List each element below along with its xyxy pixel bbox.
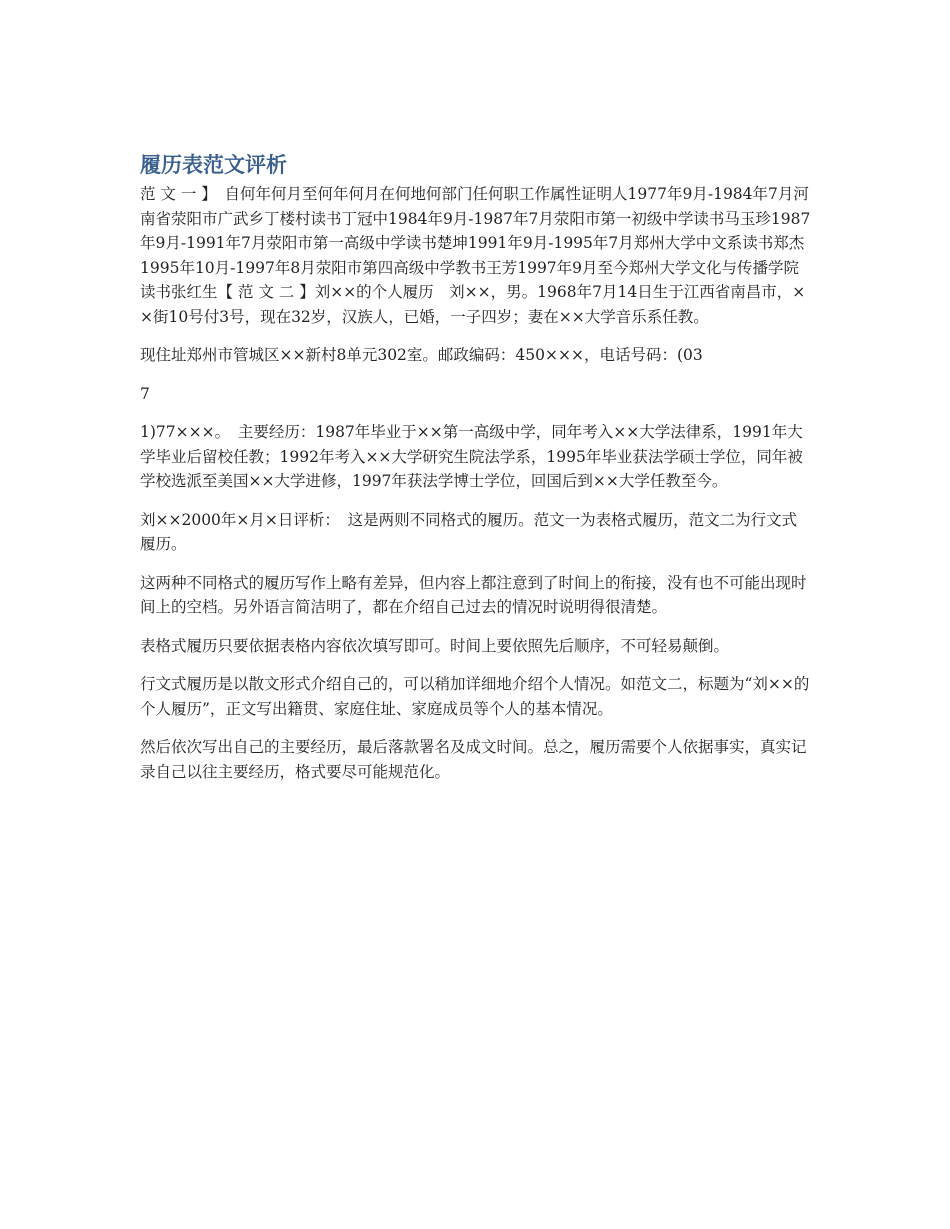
paragraph-review-intro: 刘××2000年×月×日评析： 这是两则不同格式的履历。范文一为表格式履历，范文二为行文式履历。 [140,510,798,553]
paragraph-prose-format: 行文式履历是以散文形式介绍自己的，可以稍加详细地介绍个人情况。如范文二，标题为“刘××的个人履历”，正文写出籍贯、家庭住址、家庭成员等个人的基本情况。 [140,675,810,718]
paragraph-conclusion: 然后依次写出自己的主要经历，最后落款署名及成文时间。总之，履历需要个人依据事实，真实记录自己以往主要经历，格式要尽可能规范化。 [140,738,807,781]
document-title: 履历表范文评析 [140,153,287,177]
paragraph-samples: 范 文 一 】 自何年何月至何年何月在何地何部门任何职工作属性证明人1977年9月-1984年7月河南省荥阳市广武乡丁楼村读书丁冠中1984年9月-1987年7月荥阳市第一初级中学读书马玉珍1987年9月-1991年7月荥阳市第一高级中学读书楚坤1991年9月-1995年7月郑州大学中文系读书郑杰1995年10月-1997年8月荥阳市第四高级中学教书王芳1997年9月至今郑州大学文化与传播学院读书张红生【 范 文 二 】刘××的个人履历 刘××，男。1968年7月14日生于江西省南昌市，××街10号付3号，现在32岁，汉族人，已婚，一子四岁；妻在××大学音乐系任教。 [140,185,811,326]
document-page [140,150,812,798]
paragraph-fragment: 7 [140,384,150,403]
paragraph-review-diff: 这两种不同格式的履历写作上略有差异，但内容上都注意到了时间上的衔接，没有也不可能出现时间上的空档。另外语言简洁明了，都在介绍自己过去的情况时说明得很清楚。 [140,573,807,616]
paragraph-experience: 1)77×××。 主要经历：1987年毕业于××第一高级中学，同年考入××大学法律系，1991年大学毕业后留校任教；1992年考入××大学研究生院法学系，1995年毕业获法学硕士学位，同年被学校选派至美国××大学进修，1997年获法学博士学位，回国后到××大学任教至今。 [140,423,803,490]
paragraph-address: 现住址郑州市管城区××新村8单元302室。邮政编码：450×××，电话号码：(03 [140,346,703,364]
paragraph-table-format: 表格式履历只要依据表格内容依次填写即可。时间上要依照先后顺序，不可轻易颠倒。 [140,636,730,655]
